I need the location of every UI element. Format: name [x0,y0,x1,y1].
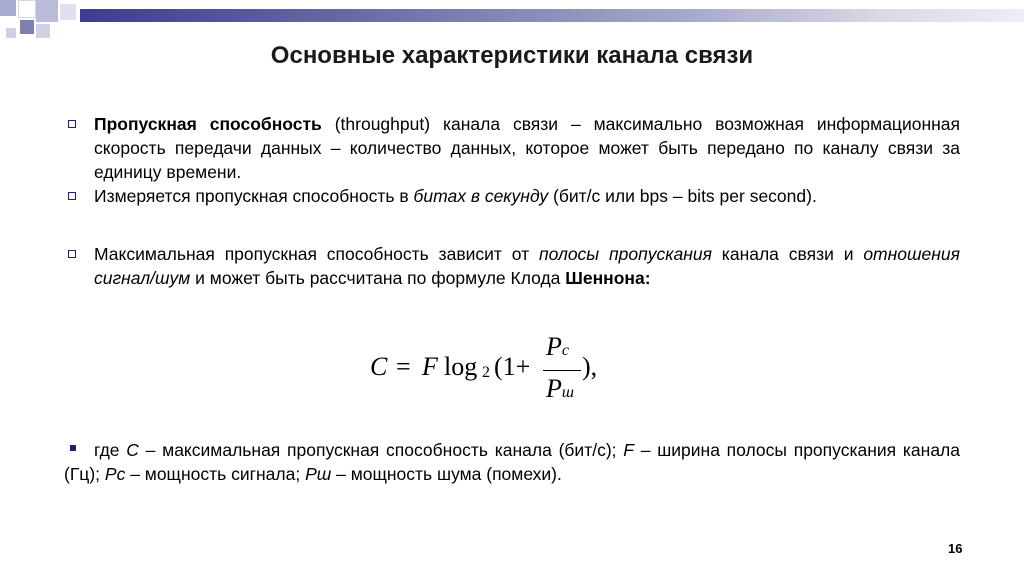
square-bullet-icon [68,192,76,200]
legend-t2: – максимальная пропускная способность канала (бит/с); [138,440,624,460]
formula-num-p: P [546,332,562,361]
paragraph-throughput [76,112,960,184]
units-italic: битах в секунду [413,186,549,206]
shannon-text-mid: канала связи и [711,244,864,264]
formula-equals: = [396,352,411,381]
formula-c: C [370,352,388,381]
formula-open: (1+ [494,352,531,381]
formula-den-sub: ш [561,384,574,401]
formula-log: log [444,352,478,381]
header-gradient-bar [80,9,1024,22]
formula-num-sub: c [561,342,569,359]
bandwidth-italic: полосы пропускания [538,244,712,264]
paragraph-units [76,184,960,208]
formula-log-base: 2 [482,364,490,381]
legend-f: F [623,440,634,460]
paragraph-legend [64,438,960,486]
paragraph-shannon [76,242,960,290]
fraction-line [543,370,581,371]
page-number: 16 [948,541,963,556]
slide-title: Основные характеристики канала связи [270,42,754,69]
legend-t4: – мощность сигнала; [125,464,306,484]
shannon-text-pre: Максимальная пропускная способность зависит от [94,244,539,264]
legend-pc: Pc [104,464,126,484]
units-text-post: (бит/с или bps – bits per second). [548,186,817,206]
legend-c: C [126,440,139,460]
decorative-squares [0,0,80,48]
units-text-pre: Измеряется пропускная способность в [94,186,414,206]
term-throughput: Пропускная способность [94,114,322,134]
formula-den-p: P [546,374,562,403]
legend-pw: Pш [305,464,332,484]
square-bullet-icon [68,250,76,258]
formula-close: ), [582,352,598,381]
shannon-formula [370,330,610,410]
legend-t5: – мощность шума (помехи). [331,464,562,484]
square-bullet-icon [68,120,76,128]
throughput-definition: (throughput) канала связи – максимально возможная информационная скорость передачи данных – количество данных, которое может быть передано по каналу связи за единицу времени. [94,114,960,182]
shannon-name: Шеннона: [565,268,651,288]
legend-t3: – ширина полосы пропускания канала (Гц); [64,440,961,484]
formula-f: F [422,352,438,381]
shannon-text-post: и может быть рассчитана по формуле Клода [190,268,566,288]
snr-italic: отношения сигнал/шум [94,244,960,288]
legend-t1: где [94,440,127,460]
